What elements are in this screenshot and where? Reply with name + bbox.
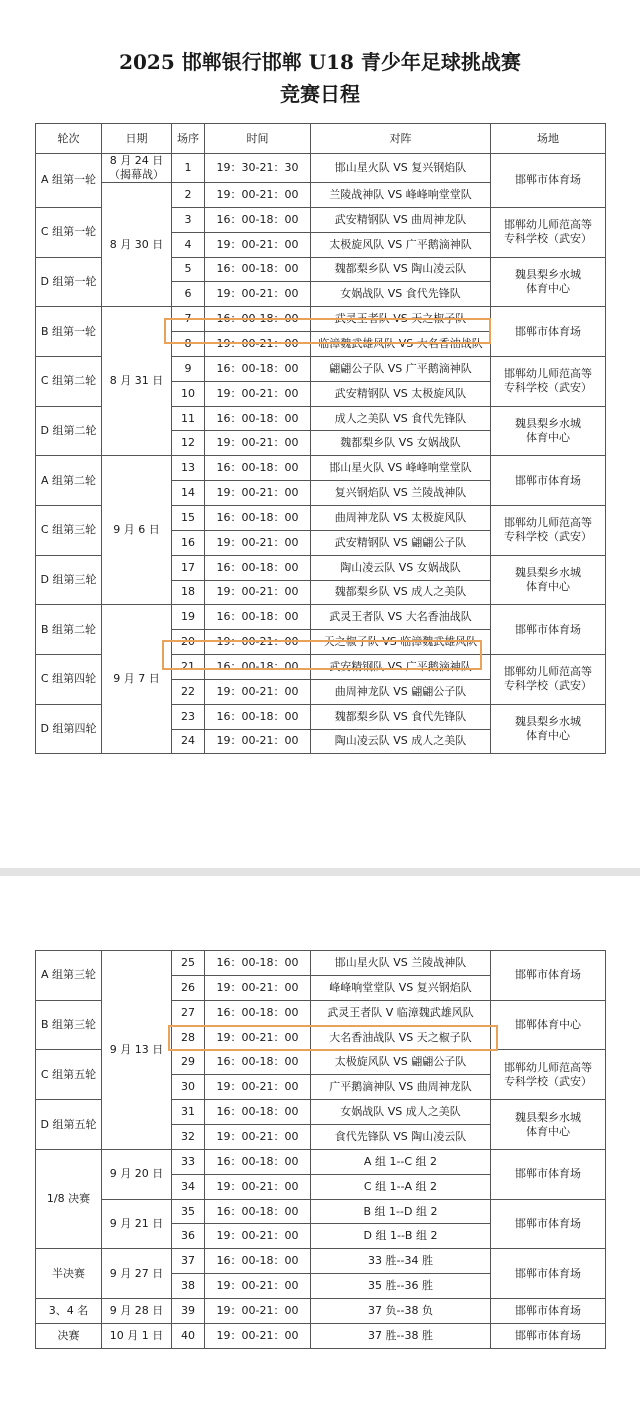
table-row <box>36 1149 606 1174</box>
header-round: 轮次 <box>36 124 102 154</box>
venue-cell: 魏县梨乡水城 体育中心 <box>491 1100 606 1150</box>
table-row <box>36 1323 606 1348</box>
match-no-cell: 20 <box>172 630 205 655</box>
match-no-cell: 39 <box>172 1299 205 1324</box>
time-cell: 16：00-18：00 <box>205 356 311 381</box>
date-cell: 9 月 28 日 <box>102 1299 172 1324</box>
match-no-cell: 32 <box>172 1125 205 1150</box>
venue-cell: 邯郸市体育场 <box>491 951 606 1001</box>
venue-cell: 魏县梨乡水城 体育中心 <box>491 555 606 605</box>
match-no-cell: 18 <box>172 580 205 605</box>
venue-cell: 邯郸市体育场 <box>491 307 606 357</box>
time-cell: 19：00-21：00 <box>205 1075 311 1100</box>
time-cell: 19：00-21：00 <box>205 1025 311 1050</box>
match-no-cell: 37 <box>172 1249 205 1274</box>
match-no-cell: 8 <box>172 332 205 357</box>
fixture-cell: A 组 1--C 组 2 <box>311 1149 491 1174</box>
header-match-no: 场序 <box>172 124 205 154</box>
time-cell: 19：00-21：00 <box>205 1174 311 1199</box>
table-row <box>36 951 606 976</box>
date-cell: 9 月 27 日 <box>102 1249 172 1299</box>
fixture-cell: 曲周神龙队 VS 太极旋风队 <box>311 505 491 530</box>
venue-cell: 邯郸幼儿师范高等 专科学校（武安） <box>491 356 606 406</box>
fixture-cell: 临漳魏武雄风队 VS 大名香油战队 <box>311 332 491 357</box>
date-cell: 9 月 20 日 <box>102 1149 172 1199</box>
fixture-cell: 翩翩公子队 VS 广平鹅滴神队 <box>311 356 491 381</box>
date-cell: 9 月 7 日 <box>102 605 172 754</box>
fixture-cell: 武安精钢队 VS 翩翩公子队 <box>311 530 491 555</box>
time-cell: 16：00-18：00 <box>205 307 311 332</box>
fixture-cell: 魏都梨乡队 VS 陶山凌云队 <box>311 257 491 282</box>
round-cell: A 组第一轮 <box>36 154 102 208</box>
round-cell: C 组第一轮 <box>36 207 102 257</box>
fixture-cell: 陶山凌云队 VS 成人之美队 <box>311 729 491 754</box>
match-no-cell: 40 <box>172 1323 205 1348</box>
fixture-cell: 魏都梨乡队 VS 食代先锋队 <box>311 704 491 729</box>
round-cell: 半决赛 <box>36 1249 102 1299</box>
venue-cell: 邯郸幼儿师范高等 专科学校（武安） <box>491 207 606 257</box>
fixture-cell: 武安精钢队 VS 太极旋风队 <box>311 381 491 406</box>
table-row <box>36 307 606 332</box>
fixture-cell: 女娲战队 VS 食代先锋队 <box>311 282 491 307</box>
time-cell: 16：00-18：00 <box>205 207 311 232</box>
fixture-cell: 天之椒子队 VS 临漳魏武雄风队 <box>311 630 491 655</box>
time-cell: 16：00-18：00 <box>205 951 311 976</box>
match-no-cell: 10 <box>172 381 205 406</box>
round-cell: C 组第四轮 <box>36 655 102 705</box>
fixture-cell: 兰陵战神队 VS 峰峰响堂堂队 <box>311 183 491 208</box>
fixture-cell: 37 胜--38 胜 <box>311 1323 491 1348</box>
header-date: 日期 <box>102 124 172 154</box>
round-cell: 决赛 <box>36 1323 102 1348</box>
fixture-cell: C 组 1--A 组 2 <box>311 1174 491 1199</box>
match-no-cell: 30 <box>172 1075 205 1100</box>
round-cell: B 组第三轮 <box>36 1000 102 1050</box>
fixture-cell: 魏都梨乡队 VS 成人之美队 <box>311 580 491 605</box>
table-row <box>36 1299 606 1324</box>
venue-cell: 邯郸市体育场 <box>491 1249 606 1299</box>
date-cell: 8 月 31 日 <box>102 307 172 456</box>
time-cell: 19：00-21：00 <box>205 431 311 456</box>
header-venue: 场地 <box>491 124 606 154</box>
fixture-cell: 武安精钢队 VS 广平鹅滴神队 <box>311 655 491 680</box>
venue-cell: 魏县梨乡水城 体育中心 <box>491 704 606 754</box>
fixture-cell: 食代先锋队 VS 陶山凌云队 <box>311 1125 491 1150</box>
fixture-cell: 武灵王者队 VS 天之椒子队 <box>311 307 491 332</box>
date-cell: 9 月 6 日 <box>102 456 172 605</box>
fixture-cell: 曲周神龙队 VS 翩翩公子队 <box>311 679 491 704</box>
round-cell: D 组第二轮 <box>36 406 102 456</box>
fixture-cell: 武灵王者队 VS 大名香油战队 <box>311 605 491 630</box>
round-cell: C 组第二轮 <box>36 356 102 406</box>
time-cell: 16：00-18：00 <box>205 456 311 481</box>
fixture-cell: 复兴钢焰队 VS 兰陵战神队 <box>311 481 491 506</box>
fixture-cell: 陶山凌云队 VS 女娲战队 <box>311 555 491 580</box>
fixture-cell: 女娲战队 VS 成人之美队 <box>311 1100 491 1125</box>
match-no-cell: 12 <box>172 431 205 456</box>
venue-cell: 邯郸幼儿师范高等 专科学校（武安） <box>491 655 606 705</box>
match-no-cell: 6 <box>172 282 205 307</box>
time-cell: 19：00-21：00 <box>205 332 311 357</box>
fixture-cell: 太极旋风队 VS 广平鹅滴神队 <box>311 232 491 257</box>
time-cell: 16：00-18：00 <box>205 1000 311 1025</box>
match-no-cell: 25 <box>172 951 205 976</box>
time-cell: 19：00-21：00 <box>205 1224 311 1249</box>
venue-cell: 邯郸市体育场 <box>491 1299 606 1324</box>
time-cell: 19：00-21：00 <box>205 1323 311 1348</box>
fixture-cell: 武安精钢队 VS 曲周神龙队 <box>311 207 491 232</box>
venue-cell: 邯郸市体育场 <box>491 1149 606 1199</box>
venue-cell: 邯郸市体育场 <box>491 605 606 655</box>
time-cell: 19：00-21：00 <box>205 1299 311 1324</box>
time-cell: 16：00-18：00 <box>205 505 311 530</box>
fixture-cell: 魏都梨乡队 VS 女娲战队 <box>311 431 491 456</box>
date-cell: 9 月 13 日 <box>102 951 172 1150</box>
fixture-cell: 广平鹅滴神队 VS 曲周神龙队 <box>311 1075 491 1100</box>
table-row <box>36 1199 606 1224</box>
match-no-cell: 24 <box>172 729 205 754</box>
time-cell: 19：30-21：30 <box>205 154 311 183</box>
time-cell: 16：00-18：00 <box>205 704 311 729</box>
time-cell: 19：00-21：00 <box>205 530 311 555</box>
venue-cell: 邯郸幼儿师范高等 专科学校（武安） <box>491 1050 606 1100</box>
time-cell: 19：00-21：00 <box>205 481 311 506</box>
fixture-cell: 太极旋风队 VS 翩翩公子队 <box>311 1050 491 1075</box>
date-cell: 8 月 30 日 <box>102 183 172 307</box>
venue-cell: 邯郸市体育场 <box>491 154 606 208</box>
match-no-cell: 21 <box>172 655 205 680</box>
time-cell: 16：00-18：00 <box>205 1249 311 1274</box>
time-cell: 19：00-21：00 <box>205 975 311 1000</box>
match-no-cell: 28 <box>172 1025 205 1050</box>
time-cell: 19：00-21：00 <box>205 183 311 208</box>
match-no-cell: 11 <box>172 406 205 431</box>
match-no-cell: 7 <box>172 307 205 332</box>
match-no-cell: 1 <box>172 154 205 183</box>
fixture-cell: 大名香油战队 VS 天之椒子队 <box>311 1025 491 1050</box>
fixture-cell: 邯山星火队 VS 兰陵战神队 <box>311 951 491 976</box>
round-cell: A 组第三轮 <box>36 951 102 1001</box>
match-no-cell: 19 <box>172 605 205 630</box>
round-cell: D 组第三轮 <box>36 555 102 605</box>
fixture-cell: 37 负--38 负 <box>311 1299 491 1324</box>
table-header-row <box>36 124 606 154</box>
match-no-cell: 4 <box>172 232 205 257</box>
match-no-cell: 23 <box>172 704 205 729</box>
match-no-cell: 3 <box>172 207 205 232</box>
time-cell: 16：00-18：00 <box>205 555 311 580</box>
fixture-cell: 35 胜--36 胜 <box>311 1274 491 1299</box>
fixture-cell: 武灵王者队 V 临漳魏武雄风队 <box>311 1000 491 1025</box>
fixture-cell: B 组 1--D 组 2 <box>311 1199 491 1224</box>
match-no-cell: 14 <box>172 481 205 506</box>
match-no-cell: 36 <box>172 1224 205 1249</box>
round-cell: C 组第三轮 <box>36 505 102 555</box>
page-title: 2025 邯郸银行邯郸 U18 青少年足球挑战赛 <box>119 50 521 74</box>
header-time: 时间 <box>205 124 311 154</box>
time-cell: 19：00-21：00 <box>205 679 311 704</box>
match-no-cell: 2 <box>172 183 205 208</box>
venue-cell: 邯郸市体育场 <box>491 456 606 506</box>
match-no-cell: 33 <box>172 1149 205 1174</box>
time-cell: 19：00-21：00 <box>205 1274 311 1299</box>
match-no-cell: 26 <box>172 975 205 1000</box>
date-cell: 10 月 1 日 <box>102 1323 172 1348</box>
table-row <box>36 456 606 481</box>
round-cell: D 组第一轮 <box>36 257 102 307</box>
round-cell: 1/8 决赛 <box>36 1149 102 1248</box>
header-fixture: 对阵 <box>311 124 491 154</box>
table-row <box>36 605 606 630</box>
fixture-cell: 33 胜--34 胜 <box>311 1249 491 1274</box>
time-cell: 16：00-18：00 <box>205 257 311 282</box>
time-cell: 16：00-18：00 <box>205 1199 311 1224</box>
venue-cell: 邯郸幼儿师范高等 专科学校（武安） <box>491 505 606 555</box>
match-no-cell: 35 <box>172 1199 205 1224</box>
fixture-cell: D 组 1--B 组 2 <box>311 1224 491 1249</box>
round-cell: C 组第五轮 <box>36 1050 102 1100</box>
fixture-cell: 邯山星火队 VS 复兴钢焰队 <box>311 154 491 183</box>
round-cell: 3、4 名 <box>36 1299 102 1324</box>
match-no-cell: 31 <box>172 1100 205 1125</box>
time-cell: 19：00-21：00 <box>205 1125 311 1150</box>
time-cell: 16：00-18：00 <box>205 605 311 630</box>
match-no-cell: 29 <box>172 1050 205 1075</box>
venue-cell: 邯郸市体育场 <box>491 1199 606 1249</box>
table-row <box>36 1249 606 1274</box>
match-no-cell: 5 <box>172 257 205 282</box>
time-cell: 19：00-21：00 <box>205 381 311 406</box>
time-cell: 19：00-21：00 <box>205 232 311 257</box>
time-cell: 19：00-21：00 <box>205 729 311 754</box>
match-no-cell: 15 <box>172 505 205 530</box>
page-subtitle: 竞赛日程 <box>280 82 360 106</box>
time-cell: 19：00-21：00 <box>205 630 311 655</box>
round-cell: A 组第二轮 <box>36 456 102 506</box>
time-cell: 19：00-21：00 <box>205 580 311 605</box>
match-no-cell: 9 <box>172 356 205 381</box>
fixture-cell: 邯山星火队 VS 峰峰响堂堂队 <box>311 456 491 481</box>
date-cell: 9 月 21 日 <box>102 1199 172 1249</box>
round-cell: D 组第四轮 <box>36 704 102 754</box>
time-cell: 19：00-21：00 <box>205 282 311 307</box>
page-separator <box>0 868 640 876</box>
round-cell: B 组第一轮 <box>36 307 102 357</box>
round-cell: D 组第五轮 <box>36 1100 102 1150</box>
venue-cell: 魏县梨乡水城 体育中心 <box>491 406 606 456</box>
match-no-cell: 34 <box>172 1174 205 1199</box>
table-row <box>36 154 606 183</box>
venue-cell: 邯郸市体育场 <box>491 1323 606 1348</box>
time-cell: 16：00-18：00 <box>205 1050 311 1075</box>
match-no-cell: 27 <box>172 1000 205 1025</box>
schedule-table-page2 <box>35 950 606 1349</box>
match-no-cell: 17 <box>172 555 205 580</box>
time-cell: 16：00-18：00 <box>205 1100 311 1125</box>
time-cell: 16：00-18：00 <box>205 1149 311 1174</box>
round-cell: B 组第二轮 <box>36 605 102 655</box>
match-no-cell: 38 <box>172 1274 205 1299</box>
match-no-cell: 16 <box>172 530 205 555</box>
schedule-table-page1 <box>35 123 606 754</box>
venue-cell: 邯郸体育中心 <box>491 1000 606 1050</box>
venue-cell: 魏县梨乡水城 体育中心 <box>491 257 606 307</box>
match-no-cell: 13 <box>172 456 205 481</box>
match-no-cell: 22 <box>172 679 205 704</box>
fixture-cell: 峰峰响堂堂队 VS 复兴钢焰队 <box>311 975 491 1000</box>
date-cell: 8 月 24 日 （揭幕战） <box>102 154 172 183</box>
fixture-cell: 成人之美队 VS 食代先锋队 <box>311 406 491 431</box>
time-cell: 16：00-18：00 <box>205 655 311 680</box>
time-cell: 16：00-18：00 <box>205 406 311 431</box>
